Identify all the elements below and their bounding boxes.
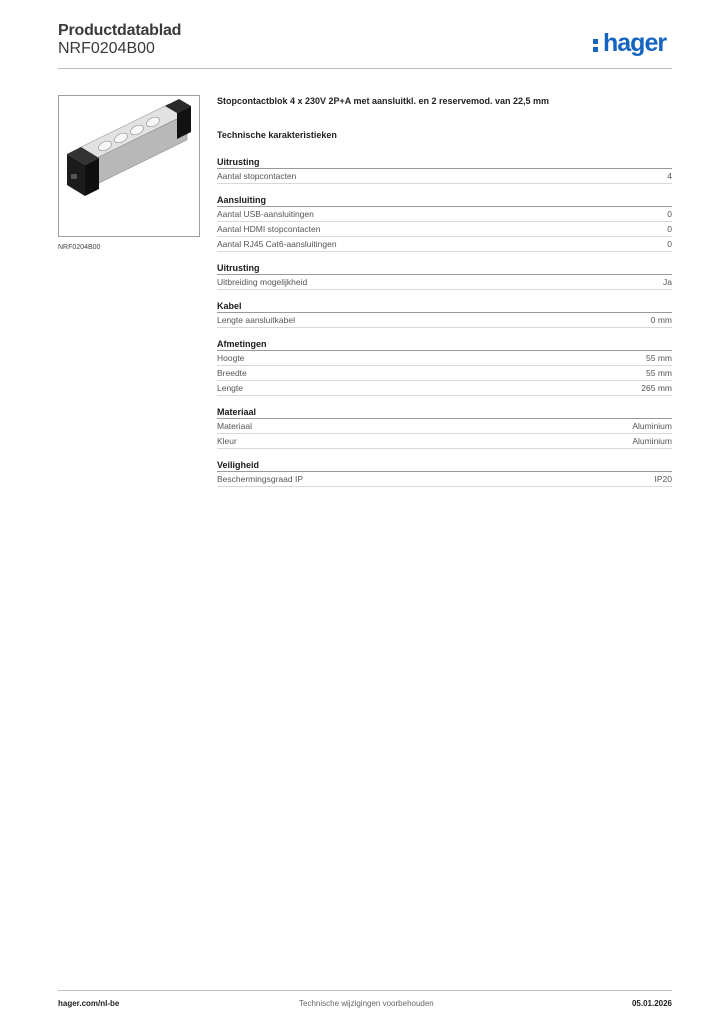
- spec-row: [217, 207, 672, 222]
- spec-group: [217, 406, 672, 449]
- spec-row: [217, 169, 672, 184]
- spec-group-title: Kabel: [217, 300, 672, 313]
- spec-value: Aluminium: [632, 421, 672, 431]
- spec-label: Beschermingsgraad IP: [217, 474, 303, 484]
- spec-row: [217, 434, 672, 449]
- spec-row: [217, 419, 672, 434]
- spec-row: [217, 472, 672, 487]
- spec-value: IP20: [654, 474, 672, 484]
- spec-group: [217, 156, 672, 184]
- image-caption: NRF0204B00: [58, 244, 101, 251]
- section-title: Technische karakteristieken: [217, 130, 337, 140]
- spec-group: [217, 459, 672, 487]
- product-image: [58, 95, 200, 237]
- spec-row: [217, 222, 672, 237]
- spec-value: 0 mm: [650, 315, 672, 325]
- spec-label: Materiaal: [217, 421, 252, 431]
- spec-group: [217, 300, 672, 328]
- spec-value: 4: [667, 171, 672, 181]
- spec-value: 55 mm: [646, 353, 672, 363]
- spec-value: Ja: [663, 277, 672, 287]
- spec-label: Aantal HDMI stopcontacten: [217, 224, 321, 234]
- logo-colon-icon: [592, 32, 601, 54]
- spec-value: 0: [667, 239, 672, 249]
- spec-label: Aantal USB-aansluitingen: [217, 209, 314, 219]
- spec-group-title: Aansluiting: [217, 194, 672, 207]
- spec-label: Uitbreiding mogelijkheid: [217, 277, 308, 287]
- spec-label: Lengte: [217, 383, 243, 393]
- spec-group-title: Veiligheid: [217, 459, 672, 472]
- product-description: Stopcontactblok 4 x 230V 2P+A met aansluitkl. en 2 reservemod. van 22,5 mm: [217, 96, 550, 106]
- logo-text: hager: [603, 28, 667, 57]
- footer-date: 05.01.2026: [631, 999, 672, 1008]
- spec-label: Hoogte: [217, 353, 245, 363]
- spec-row: [217, 381, 672, 396]
- spec-group: [217, 338, 672, 396]
- spec-value: 55 mm: [646, 368, 672, 378]
- product-code: NRF0204B00: [58, 40, 155, 57]
- spec-group-title: Uitrusting: [217, 156, 672, 169]
- spec-group: [217, 262, 672, 290]
- spec-label: Aantal RJ45 Cat6-aansluitingen: [217, 239, 337, 249]
- spec-row: [217, 351, 672, 366]
- spec-value: 0: [667, 209, 672, 219]
- spec-value: 265 mm: [641, 383, 672, 393]
- spec-group-title: Materiaal: [217, 406, 672, 419]
- spec-row: [217, 366, 672, 381]
- spec-row: [217, 237, 672, 252]
- spec-group: [217, 194, 672, 252]
- spec-value: 0: [667, 224, 672, 234]
- power-strip-illustration: [59, 96, 199, 236]
- page-title: Productdatablad: [58, 22, 182, 39]
- spec-label: Breedte: [217, 368, 247, 378]
- spec-value: Aluminium: [632, 436, 672, 446]
- spec-group-title: Afmetingen: [217, 338, 672, 351]
- footer-disclaimer: Technische wijzigingen voorbehouden: [299, 999, 434, 1008]
- header-divider: [58, 68, 672, 69]
- spec-row: [217, 275, 672, 290]
- spec-groups: [217, 156, 672, 497]
- spec-group-title: Uitrusting: [217, 262, 672, 275]
- footer-divider: [58, 990, 672, 991]
- footer-website: hager.com/nl-be: [58, 999, 120, 1008]
- spec-row: [217, 313, 672, 328]
- spec-label: Aantal stopcontacten: [217, 171, 297, 181]
- spec-label: Kleur: [217, 436, 237, 446]
- hager-logo: [592, 28, 676, 58]
- spec-label: Lengte aansluitkabel: [217, 315, 295, 325]
